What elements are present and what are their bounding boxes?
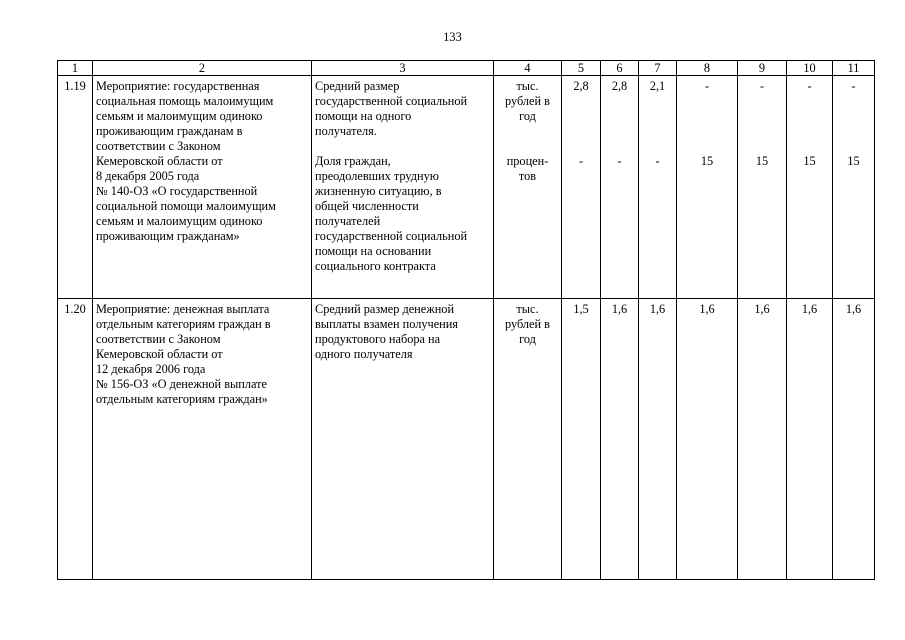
value-cell: 1,6	[639, 299, 677, 580]
value-text: -	[704, 79, 710, 93]
value-text: -	[655, 154, 660, 168]
value-text: 2,8	[611, 79, 628, 93]
table-header-row	[58, 61, 875, 76]
value-cell	[639, 76, 677, 299]
value-text: -	[851, 79, 856, 93]
value-text: -	[807, 79, 812, 93]
row-number: 1.20	[58, 299, 93, 580]
header-cell: 9	[738, 61, 787, 76]
value-cell	[562, 76, 601, 299]
unit-cell	[494, 299, 562, 580]
unit-text: тыс. рублей в год	[505, 302, 550, 346]
indicators-table	[57, 60, 875, 580]
value-cell: 1,5	[562, 299, 601, 580]
value-cell: 1,6	[787, 299, 833, 580]
page-number: 133	[443, 30, 462, 44]
indicator-text: Средний размер государственной социальной помощи на одного получателя.	[315, 79, 468, 138]
value-cell	[787, 76, 833, 299]
value-cell: 1,6	[677, 299, 738, 580]
value-cell	[833, 76, 875, 299]
value-text: 15	[700, 154, 714, 168]
value-text: 15	[847, 154, 860, 168]
unit-text: тыс. рублей в год	[505, 79, 550, 123]
indicator-text: Доля граждан, преодолевших трудную жизненную ситуацию, в общей численности получателей государственной социальной помощи на основании социального контракта	[315, 154, 468, 273]
header-cell: 11	[833, 61, 875, 76]
header-cell: 1	[58, 61, 93, 76]
value-text: -	[759, 79, 765, 93]
value-cell: 1,6	[601, 299, 639, 580]
header-cell: 7	[639, 61, 677, 76]
indicator-cell	[312, 76, 494, 299]
value-cell	[601, 76, 639, 299]
value-text: 15	[755, 154, 769, 168]
value-text: 2,8	[573, 79, 589, 93]
header-cell: 10	[787, 61, 833, 76]
value-text: 15	[803, 154, 816, 168]
activity-cell: Мероприятие: денежная выплата отдельным категориям граждан в соответствии с Законом Кемеровской области от 12 декабря 2006 года № 156-ОЗ «О денежной выплате отдельным категориям граждан»	[93, 299, 312, 580]
header-cell: 5	[562, 61, 601, 76]
value-cell	[677, 76, 738, 299]
indicator-cell	[312, 299, 494, 580]
value-cell: 1,6	[738, 299, 787, 580]
row-number: 1.19	[58, 76, 93, 299]
unit-text: процен- тов	[506, 154, 549, 183]
table-row	[58, 299, 875, 580]
value-text: -	[617, 154, 622, 168]
indicator-text: Средний размер денежной выплаты взамен получения продуктового набора на одного получателя	[315, 302, 458, 361]
table-row	[58, 76, 875, 299]
value-text: 2,1	[649, 79, 666, 93]
activity-cell: Мероприятие: государственная социальная помощь малоимущим семьям и малоимущим одиноко проживающим гражданам в соответствии с Законом Кемеровской области от 8 декабря 2005 года № 140-ОЗ «О государственной социальной помощи малоимущим семьям и малоимущим одиноко проживающим гражданам»	[93, 76, 312, 299]
value-cell: 1,6	[833, 299, 875, 580]
header-cell: 8	[677, 61, 738, 76]
header-cell: 6	[601, 61, 639, 76]
unit-cell	[494, 76, 562, 299]
header-cell: 3	[312, 61, 494, 76]
value-text: -	[578, 154, 584, 168]
header-cell: 2	[93, 61, 312, 76]
value-cell	[738, 76, 787, 299]
header-cell: 4	[494, 61, 562, 76]
